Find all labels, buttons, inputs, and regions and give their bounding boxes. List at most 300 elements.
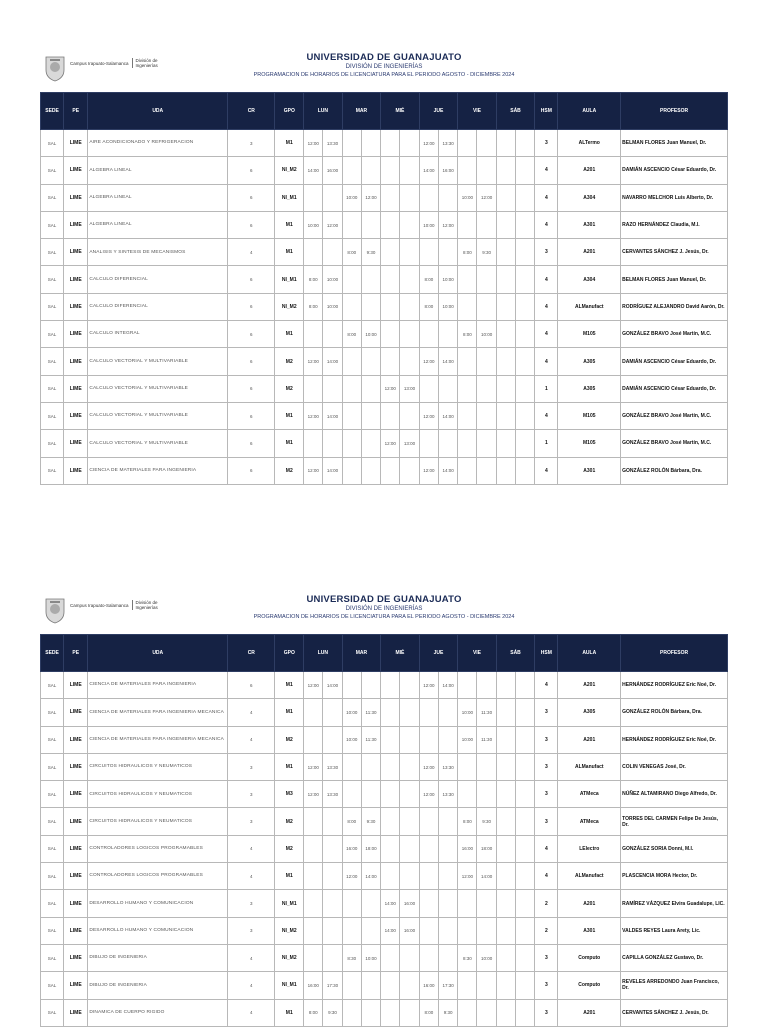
cell-monday-start (304, 430, 323, 457)
table-row (41, 999, 728, 1026)
cell-saturday-end (516, 375, 535, 402)
cell-professor: HERNÁNDEZ RODRÍGUEZ Eric Noé, Dr. (621, 672, 728, 699)
cell-credits: 6 (228, 266, 275, 293)
cell-thursday-start: 14:00 (419, 157, 438, 184)
cell-wednesday-start: 12:00 (381, 375, 400, 402)
cell-professor: VALDES REYES Laura Arety, Lic. (621, 917, 728, 944)
cell-sede: SAL (41, 917, 64, 944)
cell-pe: LIME (64, 239, 88, 266)
cell-pe: LIME (64, 402, 88, 429)
cell-pe: LIME (64, 348, 88, 375)
cell-pe: LIME (64, 999, 88, 1026)
cell-hsm: 3 (535, 726, 558, 753)
cell-credits: 6 (228, 184, 275, 211)
cell-pe: LIME (64, 130, 88, 157)
cell-tuesday-start (342, 457, 361, 484)
cell-friday-start (458, 157, 477, 184)
cell-thursday-start: 12:00 (419, 348, 438, 375)
cell-sede: SAL (41, 863, 64, 890)
cell-sede: SAL (41, 184, 64, 211)
cell-credits: 3 (228, 808, 275, 835)
cell-monday-end (323, 184, 342, 211)
cell-saturday-end (516, 266, 535, 293)
cell-wednesday-end (400, 211, 419, 238)
column-header-gpo: GPO (275, 93, 304, 130)
cell-credits: 3 (228, 917, 275, 944)
cell-classroom: A301 (558, 211, 621, 238)
cell-group: NI_M2 (275, 157, 304, 184)
cell-wednesday-start (381, 672, 400, 699)
cell-uda: ANALISIS Y SINTESIS DE MECANISMOS (88, 239, 228, 266)
cell-professor: BELMAN FLORES Juan Manuel, Dr. (621, 266, 728, 293)
cell-uda: CIRCUITOS HIDRAULICOS Y NEUMATICOS (88, 753, 228, 780)
cell-monday-end: 12:00 (323, 211, 342, 238)
cell-saturday-end (516, 917, 535, 944)
cell-group: NI_M2 (275, 917, 304, 944)
cell-monday-end (323, 430, 342, 457)
column-header-vie: VIE (458, 635, 497, 672)
cell-classroom: A305 (558, 348, 621, 375)
cell-group: NI_M1 (275, 972, 304, 999)
cell-thursday-end: 9:30 (438, 999, 457, 1026)
cell-monday-end (323, 699, 342, 726)
cell-tuesday-start: 8:30 (342, 944, 361, 971)
cell-wednesday-end (400, 239, 419, 266)
cell-tuesday-end (361, 917, 380, 944)
table-row (41, 753, 728, 780)
cell-tuesday-start (342, 917, 361, 944)
cell-monday-start: 16:00 (304, 972, 323, 999)
cell-credits: 6 (228, 293, 275, 320)
table-row (41, 157, 728, 184)
cell-thursday-end: 14:00 (438, 457, 457, 484)
cell-group: M1 (275, 999, 304, 1026)
cell-thursday-end (438, 726, 457, 753)
cell-friday-start (458, 457, 477, 484)
cell-professor: DAMIÁN ASCENCIO César Eduardo, Dr. (621, 157, 728, 184)
cell-thursday-end (438, 917, 457, 944)
cell-credits: 3 (228, 890, 275, 917)
cell-uda: CIENCIA DE MATERIALES PARA INGENIERIA MECANICA (88, 699, 228, 726)
cell-group: M1 (275, 239, 304, 266)
campus-name: Campus Irapuato-Salamanca (70, 602, 129, 608)
cell-thursday-end: 10:00 (438, 293, 457, 320)
cell-hsm: 4 (535, 157, 558, 184)
cell-thursday-start (419, 239, 438, 266)
cell-tuesday-end (361, 890, 380, 917)
cell-friday-start (458, 890, 477, 917)
cell-wednesday-end (400, 157, 419, 184)
cell-tuesday-start (342, 972, 361, 999)
cell-credits: 6 (228, 211, 275, 238)
table-row (41, 863, 728, 890)
cell-group: M2 (275, 808, 304, 835)
cell-wednesday-end (400, 944, 419, 971)
cell-wednesday-start (381, 699, 400, 726)
cell-friday-start (458, 266, 477, 293)
table-row (41, 972, 728, 999)
cell-saturday-start (496, 430, 515, 457)
cell-credits: 6 (228, 402, 275, 429)
cell-professor: CAPILLA GONZÁLEZ Gustavo, Dr. (621, 944, 728, 971)
cell-saturday-start (496, 944, 515, 971)
cell-thursday-start (419, 808, 438, 835)
cell-professor: BELMAN FLORES Juan Manuel, Dr. (621, 130, 728, 157)
division-label: División de Ingenierías (135, 600, 158, 610)
cell-thursday-end (438, 321, 457, 348)
column-header-aula: AULA (558, 635, 621, 672)
table-row (41, 266, 728, 293)
cell-saturday-start (496, 293, 515, 320)
cell-saturday-end (516, 999, 535, 1026)
cell-monday-start (304, 726, 323, 753)
cell-classroom: A304 (558, 184, 621, 211)
column-header-uda: UDA (88, 93, 228, 130)
cell-thursday-end: 14:00 (438, 402, 457, 429)
cell-tuesday-end (361, 375, 380, 402)
cell-tuesday-start (342, 890, 361, 917)
cell-hsm: 3 (535, 808, 558, 835)
cell-thursday-end (438, 808, 457, 835)
cell-group: NI_M1 (275, 266, 304, 293)
cell-monday-start (304, 890, 323, 917)
cell-group: M1 (275, 402, 304, 429)
cell-thursday-start: 12:00 (419, 130, 438, 157)
cell-saturday-end (516, 672, 535, 699)
cell-hsm: 4 (535, 266, 558, 293)
cell-sede: SAL (41, 239, 64, 266)
cell-friday-start (458, 430, 477, 457)
cell-pe: LIME (64, 944, 88, 971)
cell-uda: CALCULO VECTORIAL Y MULTIVARIABLE (88, 402, 228, 429)
cell-professor: NAVARRO MELCHOR Luis Alberto, Dr. (621, 184, 728, 211)
cell-wednesday-start (381, 944, 400, 971)
cell-group: M1 (275, 321, 304, 348)
cell-sede: SAL (41, 375, 64, 402)
cell-wednesday-start (381, 753, 400, 780)
cell-group: NI_M1 (275, 184, 304, 211)
cell-saturday-end (516, 430, 535, 457)
cell-monday-start: 12:00 (304, 457, 323, 484)
cell-monday-end: 14:00 (323, 348, 342, 375)
cell-saturday-end (516, 348, 535, 375)
cell-uda: CALCULO VECTORIAL Y MULTIVARIABLE (88, 375, 228, 402)
cell-monday-start: 10:00 (304, 211, 323, 238)
cell-friday-start: 10:00 (458, 726, 477, 753)
table-row (41, 835, 728, 862)
cell-wednesday-end (400, 999, 419, 1026)
cell-credits: 3 (228, 781, 275, 808)
cell-group: M1 (275, 430, 304, 457)
cell-friday-end: 14:00 (477, 863, 496, 890)
cell-wednesday-start (381, 266, 400, 293)
cell-classroom: ATMeca (558, 808, 621, 835)
cell-hsm: 3 (535, 944, 558, 971)
cell-pe: LIME (64, 699, 88, 726)
cell-wednesday-start (381, 726, 400, 753)
cell-tuesday-start (342, 781, 361, 808)
cell-classroom: A301 (558, 917, 621, 944)
table-row (41, 348, 728, 375)
cell-professor: DAMIÁN ASCENCIO César Eduardo, Dr. (621, 348, 728, 375)
cell-monday-start (304, 321, 323, 348)
cell-sede: SAL (41, 402, 64, 429)
campus-name: Campus Irapuato-Salamanca (70, 60, 129, 66)
cell-classroom: Computo (558, 972, 621, 999)
table-row (41, 781, 728, 808)
cell-pe: LIME (64, 917, 88, 944)
cell-tuesday-end (361, 999, 380, 1026)
cell-uda: DINAMICA DE CUERPO RIGIDO (88, 999, 228, 1026)
cell-tuesday-start (342, 672, 361, 699)
cell-classroom: ALManufact (558, 753, 621, 780)
cell-professor: TORRES DEL CARMEN Felipe De Jesús, Dr. (621, 808, 728, 835)
cell-thursday-start: 8:00 (419, 266, 438, 293)
cell-friday-start (458, 402, 477, 429)
cell-wednesday-end: 13:00 (400, 375, 419, 402)
table-row (41, 239, 728, 266)
cell-friday-end (477, 753, 496, 780)
cell-thursday-end (438, 863, 457, 890)
cell-tuesday-end (361, 157, 380, 184)
cell-saturday-end (516, 835, 535, 862)
cell-credits: 3 (228, 130, 275, 157)
cell-uda: CIENCIA DE MATERIALES PARA INGENIERIA (88, 457, 228, 484)
cell-uda: DIBUJO DE INGENIERIA (88, 944, 228, 971)
cell-wednesday-start (381, 972, 400, 999)
cell-group: M3 (275, 781, 304, 808)
cell-hsm: 3 (535, 999, 558, 1026)
cell-thursday-start: 12:00 (419, 781, 438, 808)
cell-sede: SAL (41, 321, 64, 348)
cell-thursday-start (419, 430, 438, 457)
cell-sede: SAL (41, 348, 64, 375)
cell-pe: LIME (64, 890, 88, 917)
cell-friday-end (477, 130, 496, 157)
table-row (41, 890, 728, 917)
cell-saturday-end (516, 184, 535, 211)
cell-wednesday-end (400, 184, 419, 211)
cell-friday-start: 8:00 (458, 321, 477, 348)
cell-monday-end (323, 726, 342, 753)
cell-saturday-end (516, 808, 535, 835)
cell-wednesday-start (381, 457, 400, 484)
cell-friday-end (477, 457, 496, 484)
cell-group: M1 (275, 211, 304, 238)
cell-pe: LIME (64, 672, 88, 699)
column-header-jue: JUE (419, 93, 458, 130)
cell-wednesday-start (381, 999, 400, 1026)
cell-wednesday-end (400, 863, 419, 890)
cell-monday-start: 8:00 (304, 293, 323, 320)
cell-group: M1 (275, 699, 304, 726)
cell-uda: CIENCIA DE MATERIALES PARA INGENIERIA (88, 672, 228, 699)
cell-friday-start: 10:00 (458, 184, 477, 211)
cell-friday-start (458, 781, 477, 808)
cell-hsm: 4 (535, 348, 558, 375)
cell-group: M1 (275, 753, 304, 780)
cell-thursday-start: 8:00 (419, 293, 438, 320)
cell-saturday-start (496, 457, 515, 484)
cell-friday-start (458, 348, 477, 375)
cell-hsm: 3 (535, 781, 558, 808)
cell-pe: LIME (64, 211, 88, 238)
cell-friday-end: 10:00 (477, 321, 496, 348)
cell-professor: RAMÍREZ VÁZQUEZ Elvira Guadalupe, LIC. (621, 890, 728, 917)
cell-professor: RODRÍGUEZ ALEJANDRO David Aarón, Dr. (621, 293, 728, 320)
cell-tuesday-end (361, 457, 380, 484)
cell-tuesday-start (342, 266, 361, 293)
cell-group: M2 (275, 348, 304, 375)
cell-monday-end (323, 321, 342, 348)
cell-tuesday-start (342, 999, 361, 1026)
cell-group: M2 (275, 375, 304, 402)
cell-classroom: A201 (558, 890, 621, 917)
cell-friday-start: 8:30 (458, 944, 477, 971)
cell-uda: AIRE ACONDICIONADO Y REFRIGERACION (88, 130, 228, 157)
cell-friday-end: 9:30 (477, 808, 496, 835)
cell-group: M1 (275, 672, 304, 699)
cell-uda: CALCULO DIFERENCIAL (88, 293, 228, 320)
cell-professor: CERVANTES SÁNCHEZ J. Jesús, Dr. (621, 239, 728, 266)
cell-monday-start: 12:00 (304, 130, 323, 157)
cell-tuesday-end (361, 402, 380, 429)
cell-friday-start (458, 972, 477, 999)
cell-hsm: 4 (535, 402, 558, 429)
cell-thursday-start (419, 375, 438, 402)
cell-classroom: A201 (558, 239, 621, 266)
schedule-table (40, 92, 728, 485)
cell-wednesday-end (400, 130, 419, 157)
cell-saturday-end (516, 457, 535, 484)
cell-pe: LIME (64, 726, 88, 753)
cell-tuesday-end (361, 348, 380, 375)
cell-monday-end (323, 808, 342, 835)
column-header-aula: AULA (558, 93, 621, 130)
cell-wednesday-start (381, 781, 400, 808)
cell-thursday-start (419, 726, 438, 753)
cell-monday-start (304, 375, 323, 402)
table-row (41, 726, 728, 753)
program-title: PROGRAMACION DE HORARIOS DE LICENCIATURA PARA EL PERIODO AGOSTO - DICIEMBRE 2024 (253, 72, 515, 78)
cell-friday-start (458, 917, 477, 944)
cell-tuesday-start (342, 430, 361, 457)
cell-thursday-end: 10:00 (438, 266, 457, 293)
cell-uda: CIRCUITOS HIDRAULICOS Y NEUMATICOS (88, 808, 228, 835)
cell-professor: DAMIÁN ASCENCIO César Eduardo, Dr. (621, 375, 728, 402)
cell-wednesday-end: 13:00 (400, 430, 419, 457)
cell-saturday-end (516, 972, 535, 999)
column-header-gpo: GPO (275, 635, 304, 672)
cell-friday-start: 12:00 (458, 863, 477, 890)
cell-monday-end (323, 239, 342, 266)
cell-monday-start (304, 944, 323, 971)
cell-thursday-start: 12:00 (419, 457, 438, 484)
cell-sede: SAL (41, 726, 64, 753)
cell-tuesday-start (342, 293, 361, 320)
table-row (41, 402, 728, 429)
table-row (41, 130, 728, 157)
cell-classroom: A201 (558, 726, 621, 753)
cell-friday-end: 12:00 (477, 184, 496, 211)
page-header (40, 52, 728, 92)
cell-wednesday-start: 12:00 (381, 430, 400, 457)
cell-saturday-end (516, 321, 535, 348)
cell-tuesday-start (342, 130, 361, 157)
cell-saturday-start (496, 835, 515, 862)
cell-saturday-start (496, 808, 515, 835)
cell-saturday-start (496, 890, 515, 917)
cell-tuesday-start (342, 753, 361, 780)
cell-sede: SAL (41, 293, 64, 320)
cell-tuesday-end (361, 781, 380, 808)
cell-saturday-start (496, 157, 515, 184)
cell-tuesday-start (342, 375, 361, 402)
cell-wednesday-start: 14:00 (381, 917, 400, 944)
cell-professor: RAZO HERNÁNDEZ Claudia, M.I. (621, 211, 728, 238)
university-title: UNIVERSIDAD DE GUANAJUATO (306, 52, 462, 63)
column-header-prof: PROFESOR (621, 93, 728, 130)
cell-classroom: ALManufact (558, 293, 621, 320)
cell-sede: SAL (41, 890, 64, 917)
cell-thursday-start (419, 890, 438, 917)
cell-hsm: 4 (535, 863, 558, 890)
cell-sede: SAL (41, 835, 64, 862)
cell-wednesday-end (400, 266, 419, 293)
column-header-cr: CR (228, 635, 275, 672)
cell-professor: GONZÁLEZ SORIA Donni, M.I. (621, 835, 728, 862)
cell-tuesday-start: 8:00 (342, 321, 361, 348)
column-header-mar: MAR (342, 93, 381, 130)
cell-sede: SAL (41, 130, 64, 157)
cell-saturday-start (496, 266, 515, 293)
cell-tuesday-start (342, 402, 361, 429)
cell-sede: SAL (41, 157, 64, 184)
cell-tuesday-end (361, 753, 380, 780)
cell-tuesday-start: 8:00 (342, 808, 361, 835)
cell-pe: LIME (64, 430, 88, 457)
cell-classroom: A301 (558, 457, 621, 484)
cell-monday-end: 9:30 (323, 999, 342, 1026)
cell-uda: CALCULO VECTORIAL Y MULTIVARIABLE (88, 430, 228, 457)
table-row (41, 457, 728, 484)
cell-pe: LIME (64, 157, 88, 184)
table-row (41, 293, 728, 320)
cell-thursday-start (419, 835, 438, 862)
cell-hsm: 3 (535, 753, 558, 780)
cell-professor: CERVANTES SÁNCHEZ J. Jesús, Dr. (621, 999, 728, 1026)
cell-uda: ALGEBRA LINEAL (88, 157, 228, 184)
cell-thursday-start (419, 321, 438, 348)
cell-thursday-end: 16:00 (438, 157, 457, 184)
cell-tuesday-end: 14:00 (361, 863, 380, 890)
cell-sede: SAL (41, 999, 64, 1026)
cell-wednesday-start: 14:00 (381, 890, 400, 917)
cell-friday-end: 18:00 (477, 835, 496, 862)
cell-wednesday-end (400, 835, 419, 862)
cell-pe: LIME (64, 863, 88, 890)
cell-pe: LIME (64, 808, 88, 835)
cell-thursday-end: 13:30 (438, 781, 457, 808)
cell-friday-end (477, 917, 496, 944)
cell-monday-start: 12:00 (304, 753, 323, 780)
cell-tuesday-end (361, 972, 380, 999)
cell-saturday-start (496, 402, 515, 429)
cell-wednesday-end: 16:00 (400, 890, 419, 917)
cell-hsm: 3 (535, 239, 558, 266)
cell-hsm: 4 (535, 672, 558, 699)
cell-monday-start: 14:00 (304, 157, 323, 184)
